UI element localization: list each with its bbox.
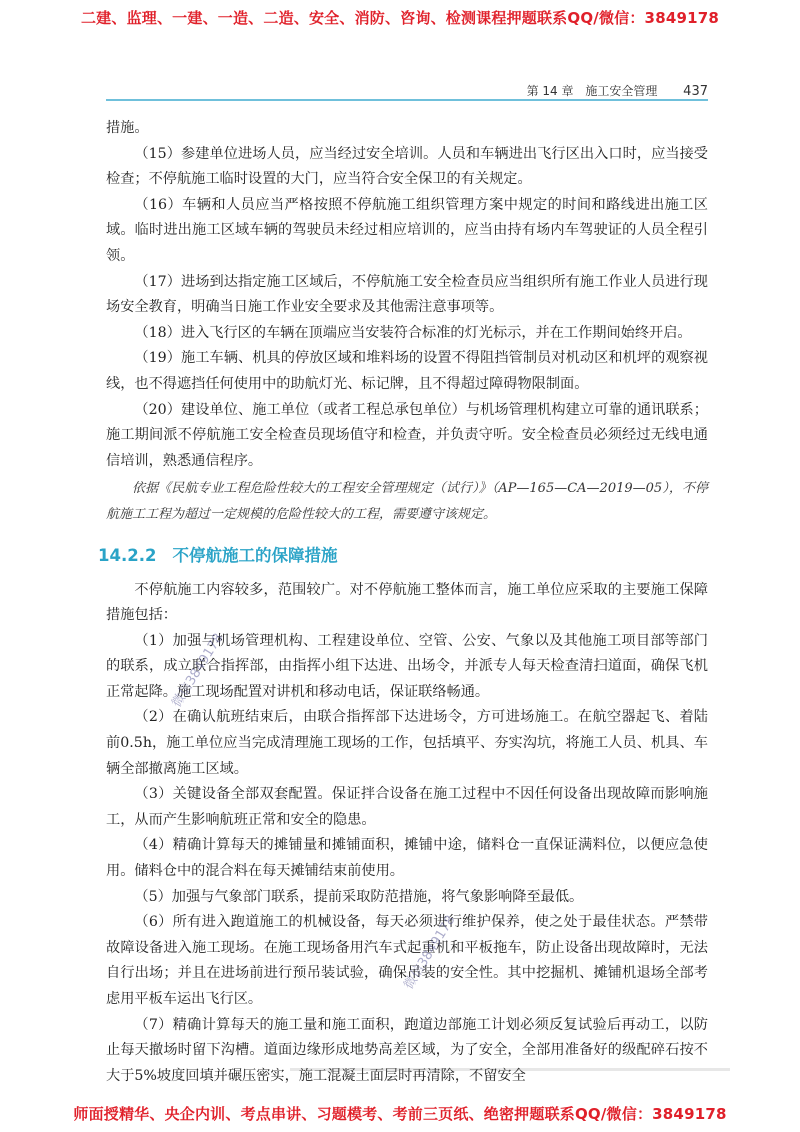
faded-scan-line xyxy=(290,1068,730,1071)
paragraph: （18）进入飞行区的车辆在顶端应当安装符合标准的灯光标示，并在工作期间始终开启。 xyxy=(134,324,692,341)
paragraph: （19）施工车辆、机具的停放区域和堆料场的设置不得阻挡管制员对机动区和机坪的观察视线，也不得遮挡任何使用中的助航灯光、标记牌，且不得超过障碍物限制面。 xyxy=(106,350,708,392)
header-rule xyxy=(106,99,708,101)
paragraph: （17）进场到达指定施工区域后，不停航施工安全检查员应当组织所有施工作业人员进行现场安全教育，明确当日施工作业安全要求及其他需注意事项等。 xyxy=(106,273,708,316)
paragraph: （2）在确认航班结束后，由联合指挥部下达进场令，方可进场施工。在航空器起飞、着陆前0.5h，施工单位应当完成清理施工现场的工作，包括填平、夯实沟坑，将施工人员、机具、车辆全部撤离施工区域。 xyxy=(106,709,708,777)
section-number: 14.2.2 xyxy=(98,545,157,565)
section-heading xyxy=(98,542,708,570)
running-head xyxy=(527,82,708,99)
chapter-title: 施工安全管理 xyxy=(585,84,658,98)
bottom-banner: 师面授精华、央企内训、考点串讲、习题模考、考前三页纸、绝密押题联系QQ/微信：3849178 xyxy=(73,1105,727,1123)
paragraph: （5）加强与气象部门联系，提前采取防范措施，将气象影响降至最低。 xyxy=(134,888,584,905)
paragraph: （1）加强与机场管理机构、工程建设单位、空管、公安、气象以及其他施工项目部等部门的联系，成立联合指挥部，由指挥小组下达进、出场令，并派专人每天检查清扫道面，确保飞机正常起降。施工现场配置对讲机和移动电话，保证联络畅通。 xyxy=(106,632,708,700)
regulation-note: 依据《民航专业工程危险性较大的工程安全管理规定（试行）》（AP—165—CA—2019—05），不停航施工工程为超过一定规模的危险性较大的工程，需要遵守该规定。 xyxy=(106,481,708,522)
paragraph: （6）所有进入跑道施工的机械设备，每天必须进行维护保养，使之处于最佳状态。严禁带故障设备进入施工现场。在施工现场备用汽车式起重机和平板拖车，防止设备出现故障时，无法自行出场；并且在进场前进行预吊装试验，确保吊装的安全性。其中挖掘机、摊铺机退场全部考虑用平板车运出飞行区。 xyxy=(106,914,708,1007)
paragraph: 不停航施工内容较多，范围较广。对不停航施工整体而言，施工单位应采取的主要施工保障措施包括： xyxy=(106,581,708,624)
paragraph: 措施。 xyxy=(106,120,149,136)
paragraph: （3）关键设备全部双套配置。保证拌合设备在施工过程中不因任何设备出现故障而影响施工，从而产生影响航班正常和安全的隐患。 xyxy=(106,786,708,828)
paragraph: （20）建设单位、施工单位（或者工程总承包单位）与机场管理机构建立可靠的通讯联系；施工期间派不停航施工安全检查员现场值守和检查，并负责守听。安全检查员必须经过无线电通信培训，熟悉通信程序。 xyxy=(106,401,708,469)
paragraph: （7）精确计算每天的施工量和施工面积，跑道边部施工计划必须反复试验后再动工，以防止每天撤场时留下沟槽。道面边缘形成地势高差区域，为了安全，全部用准备好的级配碎石按不大于5%坡度回填并碾压密实，施工混凝土面层时再清除，不留安全 xyxy=(106,1016,708,1084)
page-number: 437 xyxy=(683,84,708,99)
paragraph: （16）车辆和人员应当严格按照不停航施工组织管理方案中规定的时间和路线进出施工区域。临时进出施工区域车辆的驾驶员未经过相应培训的，应当由持有场内车驾驶证的人员全程引领。 xyxy=(106,196,708,264)
paragraph: （15）参建单位进场人员，应当经过安全培训。人员和车辆进出飞行区出入口时，应当接受检查；不停航施工临时设置的大门，应当符合安全保卫的有关规定。 xyxy=(106,145,708,188)
chapter-label: 第 14 章 xyxy=(526,84,574,98)
page-body xyxy=(98,116,708,1089)
top-banner: 二建、监理、一建、一造、二造、安全、消防、咨询、检测课程押题联系QQ/微信：3849178 xyxy=(80,9,720,27)
paragraph: （4）精确计算每天的摊铺量和摊铺面积，摊铺中途，储料仓一直保证满料位，以便应急使用。储料仓中的混合料在每天摊铺结束前使用。 xyxy=(106,837,708,880)
watermark: 微信3849178 xyxy=(401,912,459,993)
section-title: 不停航施工的保障措施 xyxy=(172,545,338,565)
watermark: 微信3849178 xyxy=(169,630,227,711)
